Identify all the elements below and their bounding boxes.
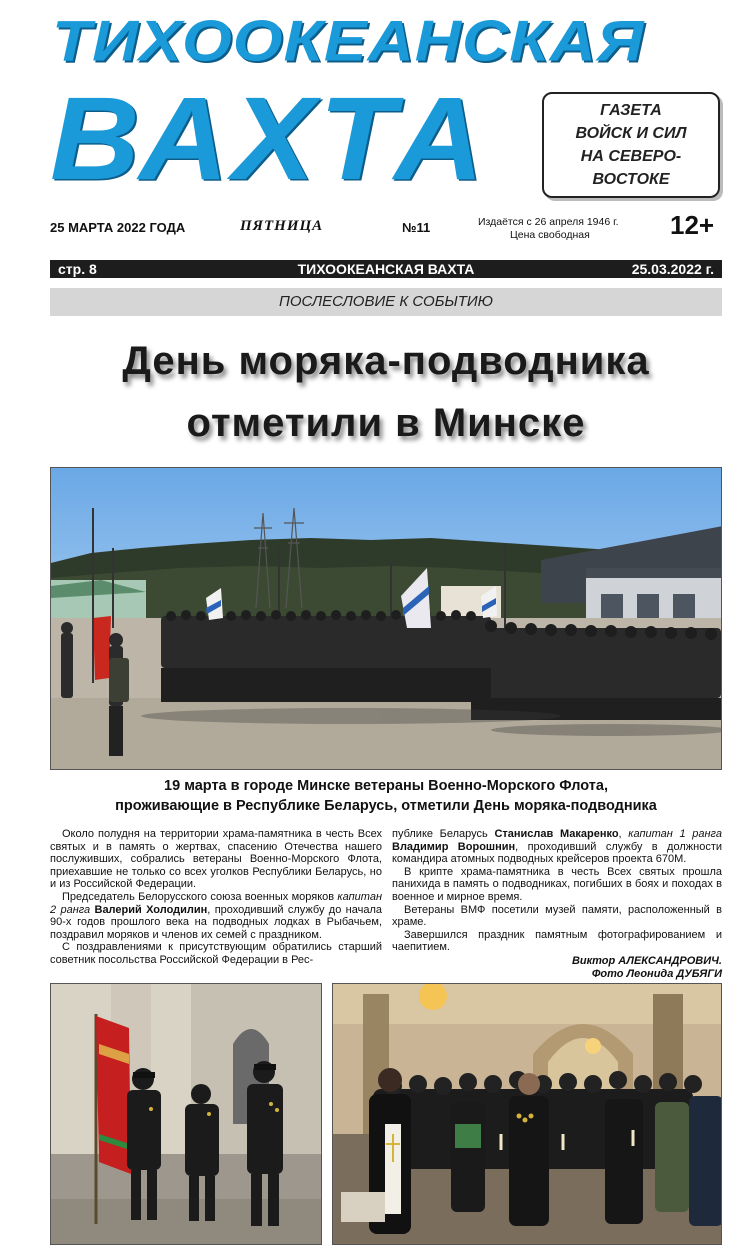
article-rank: капитан 1 ранга	[628, 828, 722, 840]
photo-credit: Фото Леонида ДУБЯГИ	[591, 967, 722, 980]
age-rating: 12+	[670, 210, 715, 240]
article-paragraph: В крипте храма-памятника в честь Всех святых прошла панихида в память о подводниках, погибших в боях и походах в военное и мирное время.	[392, 865, 722, 903]
article-paragraph: С поздравлениями к присутствующим обратились старший советник посольства Российской Федерации в Рес-	[50, 941, 382, 966]
page-bar-date: 25.03.2022 г.	[631, 261, 714, 277]
article-person-name: Валерий Холодилин	[94, 903, 208, 916]
article-person-name: Станислав Макаренко	[494, 828, 619, 840]
headline-line1: День моряка-подводника	[122, 339, 650, 383]
caption-line1: 19 марта в городе Минске ветераны Военно-Морского Флота,	[164, 778, 608, 794]
masthead-title-line2: ВАХТА	[50, 73, 488, 205]
published-since: Издаётся с 26 апреля 1946 г.	[478, 216, 619, 228]
page-number: стр. 8	[58, 261, 97, 277]
issue-date: 25 МАРТА 2022 ГОДА	[50, 220, 186, 235]
masthead-tagline: ГАЗЕТА ВОЙСК И СИЛ НА СЕВЕРО- ВОСТОКЕ	[575, 102, 687, 188]
main-photo	[50, 467, 722, 770]
bottom-left-photo	[50, 983, 322, 1245]
bottom-left-photo-image	[51, 984, 322, 1245]
masthead-tagline-box	[542, 92, 720, 198]
article-author: Виктор АЛЕКСАНДРОВИЧ.	[571, 954, 722, 967]
page-header-bar	[50, 260, 722, 278]
issue-number: №11	[402, 220, 431, 235]
page-bar-paper-name: ТИХООКЕАНСКАЯ ВАХТА	[297, 261, 475, 277]
article-paragraph	[392, 828, 722, 866]
photo-caption	[50, 776, 722, 816]
article-text: , проходивший службу до начала 90-х годов прошлого века на подводных лодках в Рыбачьем, поздравил моряков и членов их семей с праздником.	[50, 903, 382, 941]
article-column-1	[50, 828, 382, 967]
main-photo-image	[51, 468, 722, 770]
issue-price: Цена свободная	[510, 229, 590, 241]
bottom-right-photo	[332, 983, 722, 1245]
article-text: публике Беларусь	[392, 828, 495, 840]
issue-meta-row	[50, 210, 722, 244]
article-text: , проходивший службу в должности командира атомных подводных крейсеров проекта 670М.	[392, 840, 722, 866]
article-text: Председатель Белорусского союза военных моряков	[62, 890, 338, 903]
bottom-right-photo-image	[333, 984, 722, 1245]
article-paragraph: Около полудня на территории храма-памятника в честь Всех святых и в память о жертвах, спасению Отечества нашего послуживших, собрались ветераны Военно-Морского Флота, приехавшие не только со всех уголков Республики Беларусь, но и из Российской Федерации.	[50, 828, 382, 891]
article-column-2	[392, 828, 722, 981]
article-paragraph: Завершился праздник памятным фотографированием и чаепитием.	[392, 928, 722, 954]
article-person-name: Владимир Ворошнин	[392, 840, 516, 853]
caption-line2: проживающие в Республике Беларусь, отметили День моряка-подводника	[115, 798, 657, 814]
article-rank: капитан 2 ранга	[50, 890, 382, 916]
section-rubric: ПОСЛЕСЛОВИЕ К СОБЫТИЮ	[50, 288, 722, 316]
article-headline	[50, 330, 722, 454]
masthead-title-line1: ТИХООКЕАНСКАЯ	[52, 8, 645, 74]
issue-weekday: ПЯТНИЦА	[240, 218, 324, 234]
article-paragraph	[50, 891, 382, 941]
headline-line2: отметили в Минске	[186, 401, 586, 445]
article-paragraph: Ветераны ВМФ посетили музей памяти, расположенный в храме.	[392, 903, 722, 929]
article-text: ,	[618, 828, 629, 840]
